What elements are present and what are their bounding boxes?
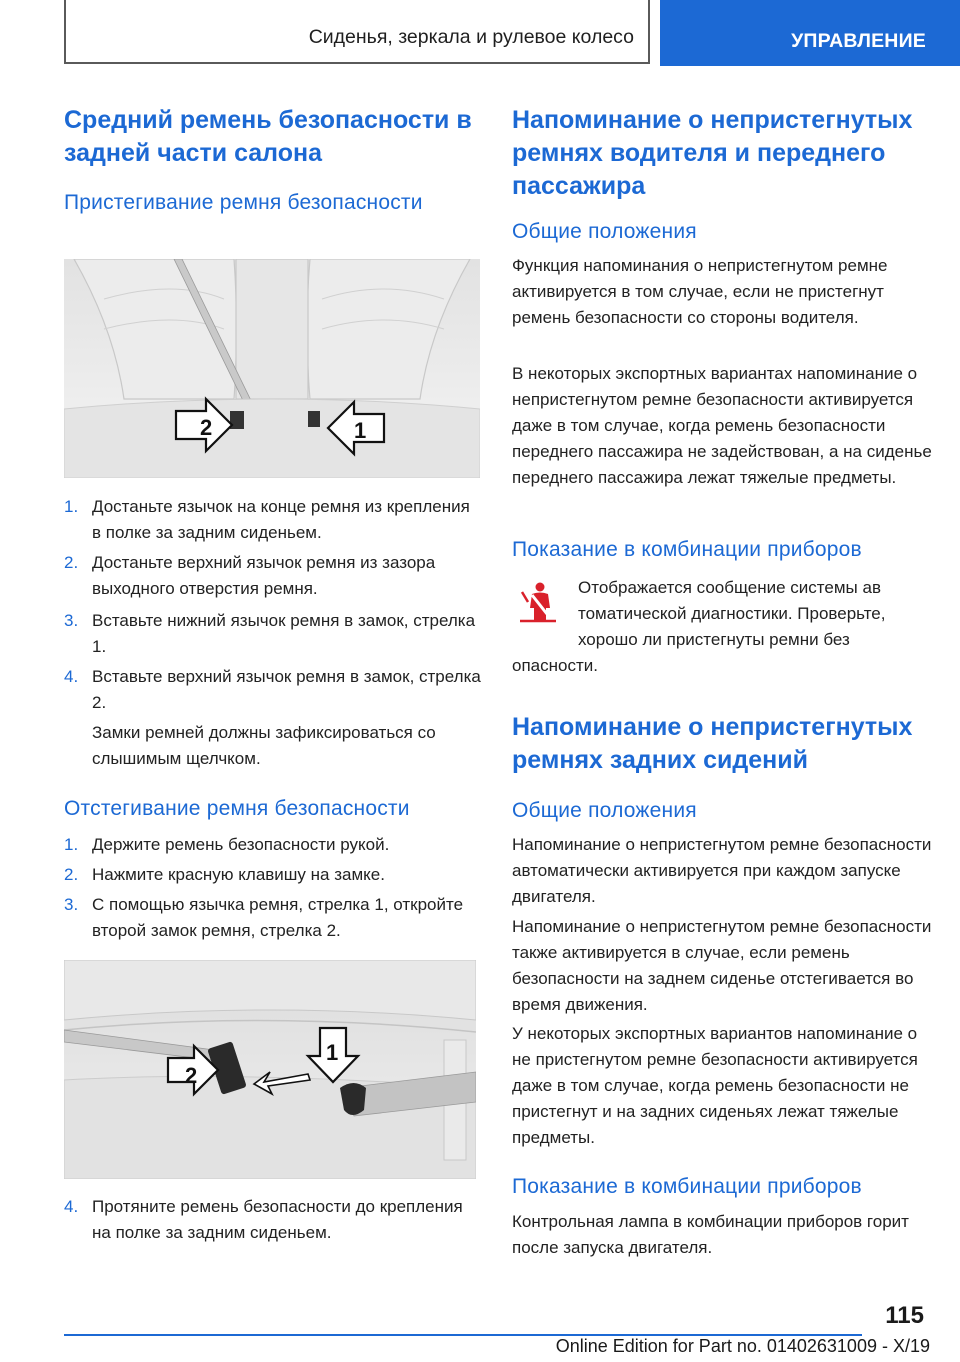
heading-general-rear: Общие положения	[512, 799, 697, 822]
heading-instrument-display: Показание в комбинации приборов	[512, 538, 862, 561]
heading-unfasten-belt: Отстегивание ремня безопасности	[64, 797, 410, 820]
heading-front-belt-reminder: Напоминание о непристегнутых ремнях водителя и переднего пассажира	[512, 106, 913, 200]
list-item: 2. Достаньте верхний язычок ремня из зазора выходного отверстия ремня.	[64, 553, 436, 598]
heading-general: Общие положения	[512, 220, 697, 243]
heading-rear-belt-reminder: Напоминание о непристегнутых ремнях задних сидений	[512, 713, 913, 774]
list-item: 4. Вставьте верхний язычок ремня в замок, стрелка 2.	[64, 667, 481, 712]
display-message-line-1: Отображается сообщение системы ав	[578, 578, 881, 597]
display-message-tail: опасности.	[512, 656, 598, 675]
list-item: 3. Вставьте нижний язычок ремня в замок, стрелка 1.	[64, 611, 476, 656]
heading-fasten-belt: Пристегивание ремня безопасности	[64, 191, 423, 214]
chapter-title: Сиденья, зеркала и рулевое колесо	[308, 26, 634, 48]
illustration-fasten-belt	[64, 259, 480, 478]
section-title: УПРАВЛЕНИЕ	[791, 30, 926, 52]
footer-edition: Online Edition for Part no. 01402631009 - X/19	[555, 1336, 930, 1356]
front-paragraph-2: В некоторых экспортных вариантах напоминание о непристегнутом ремне безопасности активируется даже в том случае, когда ремень безопасности переднего пассажира не задействован, а на сиденье переднего пассажира лежат тяжелые предметы.	[512, 364, 932, 487]
rear-paragraph-4: Контрольная лампа в комбинации приборов горит после запуска двигателя.	[512, 1212, 909, 1257]
illustration-unfasten-belt	[64, 960, 476, 1179]
rear-paragraph-1: Напоминание о непристегнутом ремне безопасности автоматически активируется при каждом запуске двигателя.	[512, 835, 932, 906]
heading-instrument-display-rear: Показание в комбинации приборов	[512, 1175, 862, 1198]
front-paragraph-1: Функция напоминания о непристегнутом ремне активируется в том случае, если не пристегнут ремень безопасности со стороны водителя.	[512, 256, 888, 327]
rear-paragraph-3: У некоторых экспортных вариантов напоминание о не пристегнутом ремне безопасности активируется даже в том случае, когда ремень безопасности не пристегнут и на задних сиденьях лежат тяжелые предметы.	[512, 1024, 918, 1147]
header-chapter	[64, 0, 650, 64]
list-item: 1. Достаньте язычок на конце ремня из крепления в полке за задним сиденьем.	[64, 497, 470, 542]
list-item: 4. Протяните ремень безопасности до крепления на полке за задним сиденьем.	[64, 1197, 463, 1242]
fig1-label-1: 1	[354, 418, 367, 443]
list-item: 1. Держите ремень безопасности рукой.	[64, 835, 390, 854]
fig1-label-2: 2	[200, 415, 213, 440]
heading-rear-middle-belt: Средний ремень безопасности в задней части салона	[64, 106, 472, 167]
fasten-note: Замки ремней должны зафиксироваться со слышимым щелчком.	[92, 723, 436, 768]
list-item: 3. С помощью язычка ремня, стрелка 1, откройте второй замок ремня, стрелка 2.	[64, 895, 464, 940]
header-section-tab[interactable]	[660, 0, 960, 66]
page-number: 115	[885, 1302, 924, 1329]
display-message-line-3: хорошо ли пристегнуты ремни без	[578, 630, 850, 649]
fig2-label-2: 2	[185, 1063, 198, 1088]
display-message-line-2: томатической диагностики. Проверьте,	[578, 604, 886, 623]
rear-paragraph-2: Напоминание о непристегнутом ремне безопасности также активируется в случае, если ремень безопасности на заднем сиденье отстегивается во время движения.	[512, 917, 932, 1014]
seatbelt-warning-icon	[516, 580, 560, 624]
fig2-label-1: 1	[326, 1040, 339, 1065]
list-item: 2. Нажмите красную клавишу на замке.	[64, 865, 385, 884]
